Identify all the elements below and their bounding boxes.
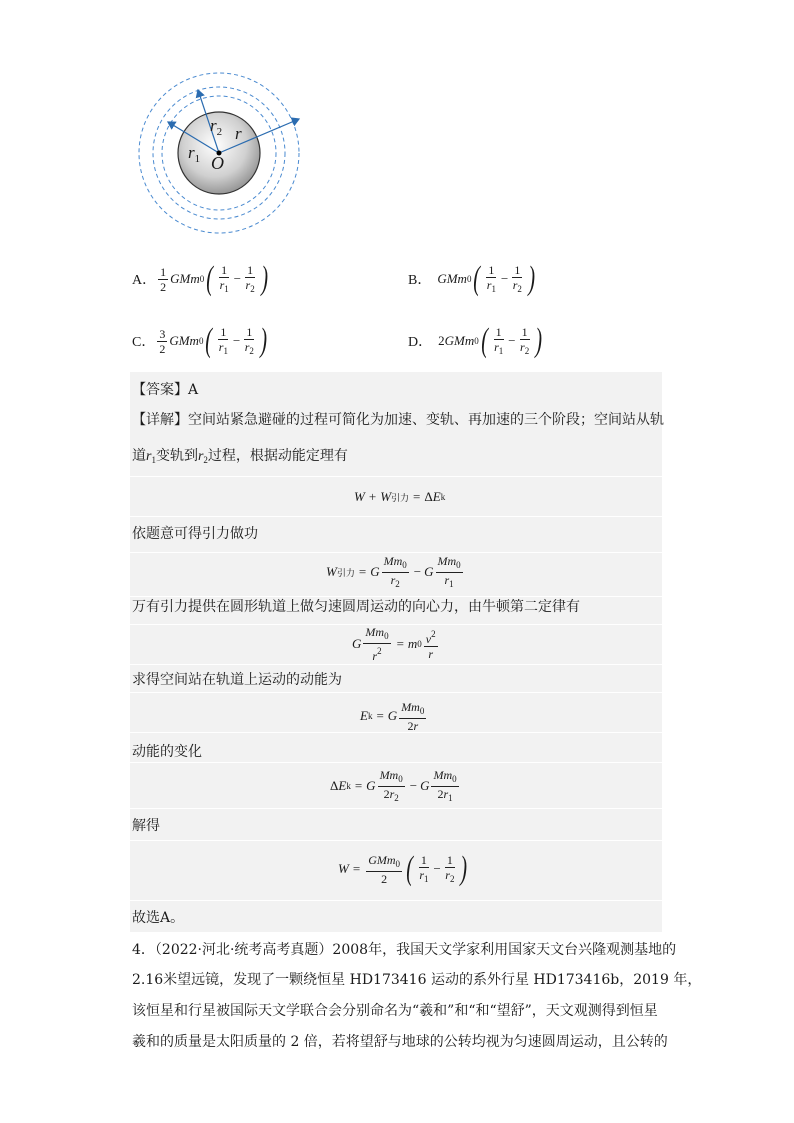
label-r1: $r_1$ bbox=[188, 143, 201, 165]
text-energy-change: 动能的变化 bbox=[132, 744, 202, 760]
option-a: A． $\frac{1}{2}$ GMm 0 ( $\frac{1}{r_1}$ − $\frac{1}{r_2}$ ) bbox=[132, 260, 268, 297]
equation-result: W = $\frac{GMm_0}{2}$ ( $\frac{1}{r_1}$ − $\frac{1}{r_2}$ ) bbox=[338, 850, 468, 887]
question4-line-4: 羲和的质量是太阳质量的 2 倍，若将望舒与地球的公转均视为匀速圆周运动，且公转的 bbox=[132, 1034, 668, 1050]
text-solve: 解得 bbox=[132, 818, 160, 834]
coef-fraction: $\frac{1}{2}$ bbox=[160, 264, 167, 294]
question4-line-3: 该恒星和行星被国际天文学联合会分别命名为“羲和”和“和“望舒”，天文观测得到恒星 bbox=[132, 1003, 658, 1019]
text-centripetal: 万有引力提供在圆形轨道上做匀速圆周运动的向心力，由牛顿第二定律有 bbox=[132, 599, 580, 615]
detail-line-1: 【详解】空间站紧急避碰的过程可简化为加速、变轨、再加速的三个阶段；空间站从轨 bbox=[132, 412, 664, 428]
equation-gravity-work: W 引力 = G $\frac{Mm_0}{r_2}$ − G $\frac{Mm_0}{r_1}$ bbox=[326, 553, 461, 589]
equation-energy-change: Δ E k = G $\frac{Mm_0}{2r_2}$ − G $\frac{Mm_0}{2r_1}$ bbox=[330, 767, 457, 803]
question4-line-2: 2.16米望远镜，发现了一颗绕恒星 HD173416 运动的系外行星 HD173416b，2019 年， bbox=[132, 972, 702, 988]
option-b-label: B． bbox=[408, 273, 432, 288]
equation-centripetal: G $\frac{Mm_0}{r^2}$ = m 0 $\frac{v^2}{r}$ bbox=[352, 625, 436, 663]
label-o: O bbox=[211, 153, 224, 173]
option-b: B． GMm 0 ( $\frac{1}{r_1}$ − $\frac{1}{r_2}$ ) bbox=[408, 260, 535, 297]
detail-line-2: 道$r_1$变轨到$r_2$过程，根据动能定理有 bbox=[132, 448, 348, 465]
text-gravity-work: 依题意可得引力做功 bbox=[132, 526, 258, 542]
option-c-label: C． bbox=[132, 335, 156, 350]
option-d-label: D． bbox=[408, 335, 433, 350]
text-kinetic-energy: 求得空间站在轨道上运动的动能为 bbox=[132, 672, 342, 688]
answer-line: 【答案】A bbox=[132, 382, 199, 398]
equation-kinetic-energy: E k = G $\frac{Mm_0}{2r}$ bbox=[360, 699, 425, 733]
label-r2: $r_2$ bbox=[210, 116, 223, 138]
label-r: r bbox=[235, 124, 242, 143]
option-d: D． 2 GMm 0 ( $\frac{1}{r_1}$ − $\frac{1}{r_2}$ ) bbox=[408, 322, 543, 359]
equation-work-energy: W + W 引力 = Δ E k bbox=[354, 489, 446, 504]
option-a-label: A． bbox=[132, 273, 157, 288]
option-c: C． $\frac{3}{2}$ GMm 0 ( $\frac{1}{r_1}$ − $\frac{1}{r_2}$ ) bbox=[132, 322, 267, 359]
conclusion: 故选A。 bbox=[132, 910, 185, 926]
question4-line-1: 4．（2022·河北·统考高考真题）2008年，我国天文学家利用国家天文台兴隆观测基地的 bbox=[132, 942, 677, 958]
